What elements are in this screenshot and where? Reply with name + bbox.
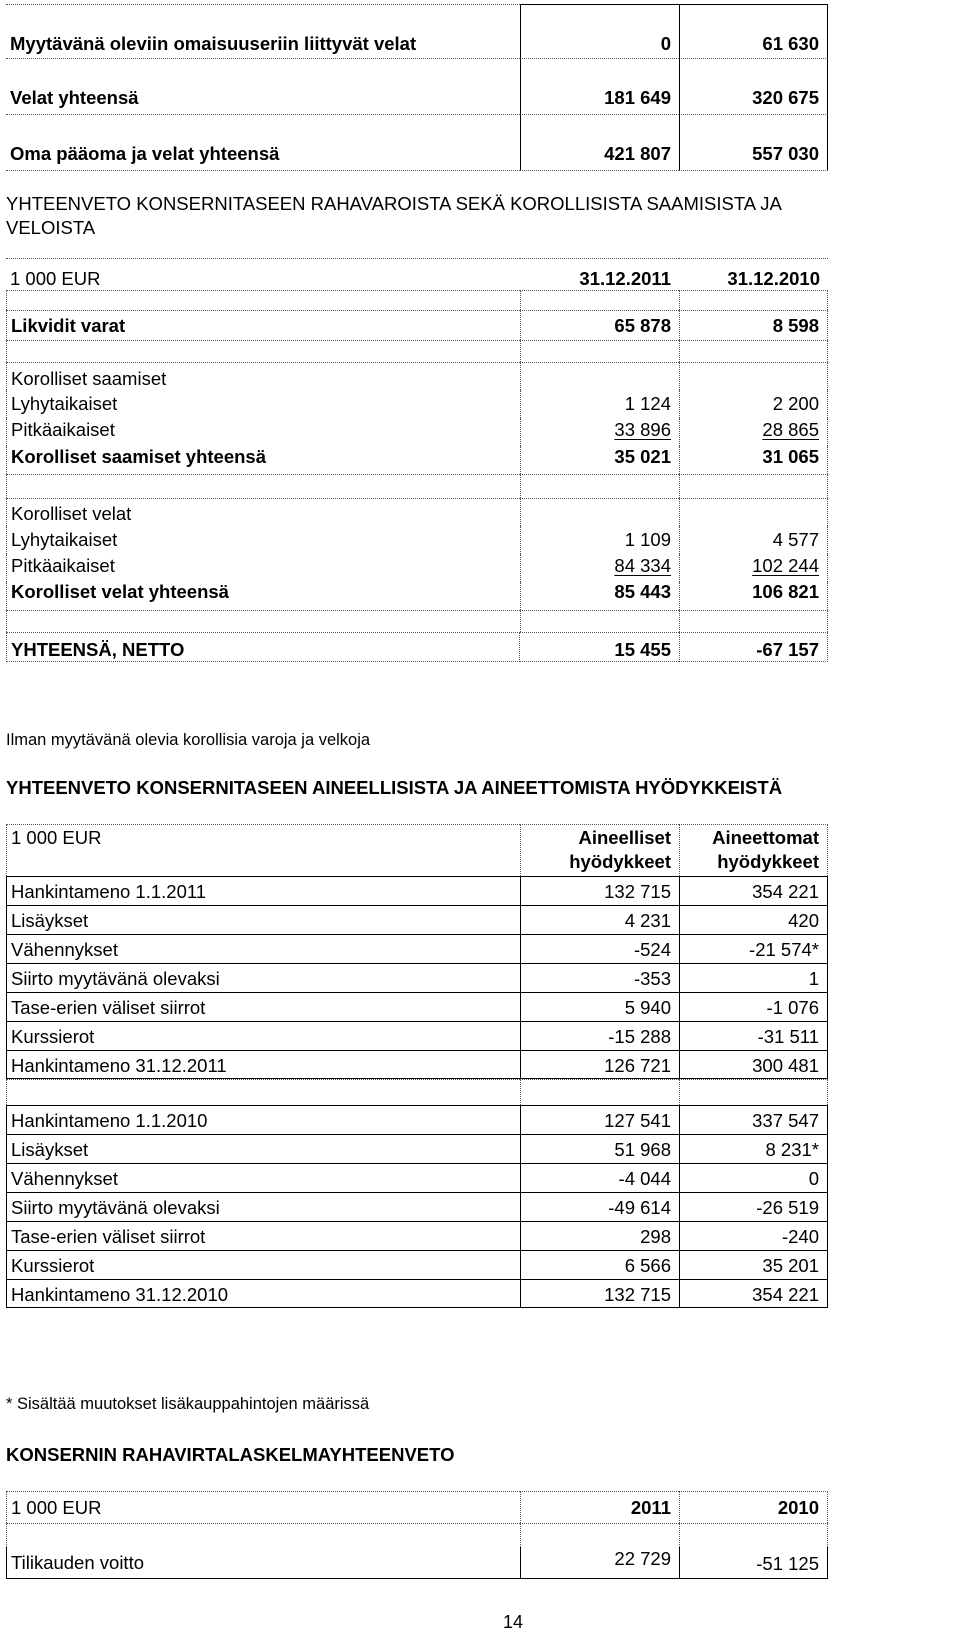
row-label: Lyhytaikaiset <box>11 393 118 414</box>
table-row <box>6 1163 828 1192</box>
row-label: YHTEENSÄ, NETTO <box>11 639 185 660</box>
table-row <box>6 963 828 992</box>
value-tangible: 6 566 <box>624 1255 671 1276</box>
value-intangible: 8 231* <box>765 1139 819 1160</box>
group-heading: Korolliset velat <box>11 503 132 524</box>
table-row <box>6 30 828 58</box>
value-2010: 2 200 <box>772 393 819 414</box>
row-label: Kurssierot <box>11 1255 95 1276</box>
table-header <box>6 258 828 290</box>
table-row <box>6 1134 828 1163</box>
value-2011: 85 443 <box>614 581 671 602</box>
value-2010: 28 865 <box>762 419 819 440</box>
row-label: Vähennykset <box>11 939 118 960</box>
row-label: Siirto myytävänä olevaksi <box>11 968 220 989</box>
table-row <box>6 1279 828 1308</box>
value-2010: 8 598 <box>772 315 819 336</box>
value-intangible: -21 574* <box>749 939 819 960</box>
value-2010: 31 065 <box>762 446 819 467</box>
unit-label: 1 000 EUR <box>11 1497 102 1518</box>
value-2011: 1 109 <box>624 529 671 550</box>
row-label: Hankintameno 31.12.2010 <box>11 1284 229 1305</box>
unit-label: 1 000 EUR <box>10 268 101 289</box>
value-tangible: 126 721 <box>604 1055 671 1076</box>
value-2011: 35 021 <box>614 446 671 467</box>
row-label: Kurssierot <box>11 1026 95 1047</box>
value-intangible: -1 076 <box>766 997 819 1018</box>
value-2011: 1 124 <box>624 393 671 414</box>
value-intangible: 420 <box>788 910 819 931</box>
row-label: Velat yhteensä <box>10 87 139 108</box>
value-tangible: 51 968 <box>614 1139 671 1160</box>
row-label: Myytävänä oleviin omaisuuseriin liittyvät velat <box>10 33 417 54</box>
table-row <box>6 934 828 963</box>
table-row <box>6 905 828 934</box>
table-row <box>6 632 828 662</box>
value-intangible: 1 <box>808 968 819 989</box>
unit-label: 1 000 EUR <box>11 827 102 848</box>
cashflow-table <box>6 1491 828 1579</box>
row-label: Hankintameno 1.1.2010 <box>11 1110 208 1131</box>
value-intangible: 0 <box>808 1168 819 1189</box>
row-label: Siirto myytävänä olevaksi <box>11 1197 220 1218</box>
table-row <box>6 1021 828 1050</box>
row-label: Likvidit varat <box>11 315 126 336</box>
table-row <box>6 362 828 390</box>
column-header-intangible: Aineettomat <box>712 827 819 848</box>
table-row <box>6 142 828 170</box>
row-label: Korolliset velat yhteensä <box>11 581 229 602</box>
value-2011: 65 878 <box>614 315 671 336</box>
table-row <box>6 1105 828 1134</box>
value-2010: 4 577 <box>772 529 819 550</box>
table-row <box>6 1547 828 1579</box>
row-label: Lisäykset <box>11 910 89 931</box>
value-2010: 557 030 <box>752 143 819 164</box>
column-header-2011: 2011 <box>630 1497 671 1518</box>
value-intangible: -26 519 <box>756 1197 819 1218</box>
value-tangible: 298 <box>640 1226 671 1247</box>
value-tangible: -15 288 <box>608 1026 671 1047</box>
value-tangible: -524 <box>633 939 671 960</box>
value-tangible: -49 614 <box>608 1197 671 1218</box>
table-row <box>6 526 828 554</box>
table-row <box>6 86 828 114</box>
value-2011: 22 729 <box>614 1548 671 1569</box>
value-tangible: 5 940 <box>624 997 671 1018</box>
table-row <box>6 390 828 418</box>
column-header-tangible-line2: hyödykkeet <box>569 851 671 872</box>
balance-summary-table <box>6 4 828 172</box>
row-label: Lisäykset <box>11 1139 89 1160</box>
value-2011: 0 <box>660 33 671 54</box>
section-title-cashflow: KONSERNIN RAHAVIRTALASKELMAYHTEENVETO <box>6 1444 455 1465</box>
row-label: Tilikauden voitto <box>11 1552 144 1573</box>
row-label: Oma pääoma ja velat yhteensä <box>10 143 280 164</box>
table-row <box>6 498 828 526</box>
page-number: 14 <box>503 1612 524 1632</box>
value-2010: 61 630 <box>762 33 819 54</box>
table-header <box>6 824 828 876</box>
row-label: Hankintameno 1.1.2011 <box>11 881 207 902</box>
value-2011: 15 455 <box>614 639 671 660</box>
row-label: Hankintameno 31.12.2011 <box>11 1055 227 1076</box>
value-intangible: 300 481 <box>752 1055 819 1076</box>
table-row <box>6 1250 828 1279</box>
value-2010: 320 675 <box>752 87 819 108</box>
value-2011: 84 334 <box>614 555 671 576</box>
value-2011: 421 807 <box>604 143 671 164</box>
value-intangible: 35 201 <box>762 1255 819 1276</box>
value-intangible: 354 221 <box>752 1284 819 1305</box>
table-row <box>6 1050 828 1079</box>
group-heading: Korolliset saamiset <box>11 368 167 389</box>
column-header-tangible: Aineelliset <box>578 827 671 848</box>
row-label: Tase-erien väliset siirrot <box>11 997 206 1018</box>
row-label: Pitkäaikaiset <box>11 419 115 440</box>
value-tangible: 132 715 <box>604 881 671 902</box>
row-label: Tase-erien väliset siirrot <box>11 1226 206 1247</box>
value-tangible: -4 044 <box>618 1168 671 1189</box>
table-row <box>6 992 828 1021</box>
table-row <box>6 1221 828 1250</box>
table-row <box>6 446 828 474</box>
footnote: * Sisältää muutokset lisäkauppahintojen määrissä <box>6 1395 370 1413</box>
table-row <box>6 418 828 446</box>
table-row <box>6 1192 828 1221</box>
value-2010: -51 125 <box>756 1553 819 1574</box>
value-2011: 181 649 <box>604 87 671 108</box>
value-2010: 102 244 <box>752 555 819 576</box>
value-2010: -67 157 <box>756 639 819 660</box>
row-label: Vähennykset <box>11 1168 118 1189</box>
value-tangible: 127 541 <box>604 1110 671 1131</box>
column-header-intangible-line2: hyödykkeet <box>717 851 819 872</box>
table-header <box>6 1491 828 1523</box>
value-intangible: 354 221 <box>752 881 819 902</box>
value-2011: 33 896 <box>614 419 671 440</box>
column-header-2010: 31.12.2010 <box>727 268 820 289</box>
table-row <box>6 310 828 340</box>
value-intangible: -31 511 <box>757 1026 819 1047</box>
value-tangible: -353 <box>633 968 671 989</box>
row-label: Lyhytaikaiset <box>11 529 118 550</box>
table-note: Ilman myytävänä olevia korollisia varoja ja velkoja <box>6 731 371 749</box>
table-row <box>6 554 828 582</box>
value-intangible: 337 547 <box>752 1110 819 1131</box>
table-row <box>6 876 828 905</box>
section-title-assets: YHTEENVETO KONSERNITASEEN AINEELLISISTA JA AINEETTOMISTA HYÖDYKKEISTÄ <box>6 777 783 798</box>
assets-table <box>6 824 828 1308</box>
value-2010: 106 821 <box>752 581 819 602</box>
column-header-2010: 2010 <box>777 1497 819 1518</box>
interest-bearing-table <box>6 258 828 662</box>
value-tangible: 4 231 <box>624 910 671 931</box>
section-title-liquid-funds-cont: VELOISTA <box>6 217 96 238</box>
row-label: Pitkäaikaiset <box>11 555 115 576</box>
section-title-liquid-funds: YHTEENVETO KONSERNITASEEN RAHAVAROISTA SEKÄ KOROLLISISTA SAAMISISTA JA <box>6 193 782 214</box>
value-intangible: -240 <box>781 1226 819 1247</box>
column-header-2011: 31.12.2011 <box>579 268 671 289</box>
table-row <box>6 582 828 610</box>
row-label: Korolliset saamiset yhteensä <box>11 446 266 467</box>
value-tangible: 132 715 <box>604 1284 671 1305</box>
